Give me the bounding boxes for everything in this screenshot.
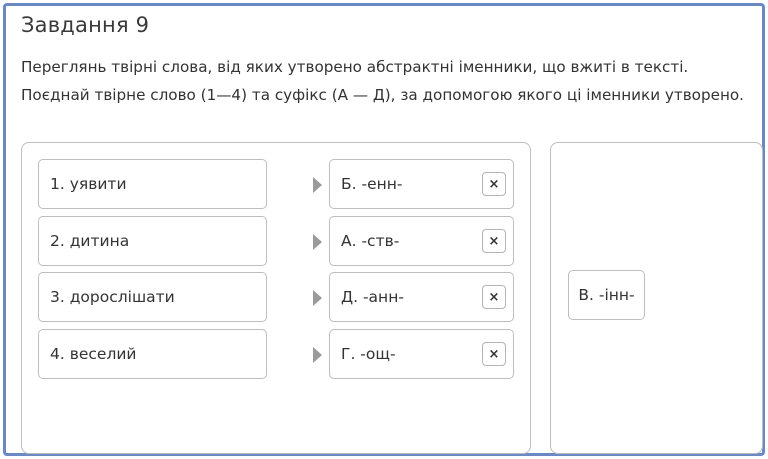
options-panel bbox=[550, 142, 763, 454]
arrow-right-icon bbox=[313, 290, 322, 306]
matching-panel bbox=[21, 142, 531, 454]
answer-slot[interactable] bbox=[329, 159, 514, 209]
stem-item: 4. веселий bbox=[38, 329, 267, 379]
answer-label: Д. -анн- bbox=[341, 288, 404, 306]
match-row-2 bbox=[22, 216, 530, 268]
answer-slot[interactable] bbox=[329, 272, 514, 322]
match-row-4 bbox=[22, 329, 530, 381]
stem-item: 1. уявити bbox=[38, 159, 267, 209]
remove-answer-button[interactable]: × bbox=[482, 229, 506, 253]
match-row-1 bbox=[22, 159, 530, 211]
answer-slot[interactable] bbox=[329, 216, 514, 266]
answer-slot[interactable] bbox=[329, 329, 514, 379]
draggable-option[interactable]: В. -інн- bbox=[568, 270, 645, 320]
match-row-3 bbox=[22, 272, 530, 324]
task-question: Переглянь твірні слова, від яких утворено абстрактні іменники, що вжиті в тексті. Поєднай твірне слово (1—4) та суфікс (А — Д), за допомогою якого ці іменники утворено. bbox=[21, 58, 745, 104]
arrow-right-icon bbox=[313, 177, 322, 193]
stem-item: 2. дитина bbox=[38, 216, 267, 266]
arrow-right-icon bbox=[313, 234, 322, 250]
answer-label: Б. -енн- bbox=[341, 175, 403, 193]
remove-answer-button[interactable]: × bbox=[482, 285, 506, 309]
stem-item: 3. дорослішати bbox=[38, 272, 267, 322]
answer-label: Г. -ощ- bbox=[341, 345, 396, 363]
remove-answer-button[interactable]: × bbox=[482, 172, 506, 196]
task-title: Завдання 9 bbox=[21, 13, 150, 37]
answer-label: А. -ств- bbox=[341, 232, 400, 250]
arrow-right-icon bbox=[313, 347, 322, 363]
task-frame bbox=[3, 3, 765, 456]
remove-answer-button[interactable]: × bbox=[482, 342, 506, 366]
